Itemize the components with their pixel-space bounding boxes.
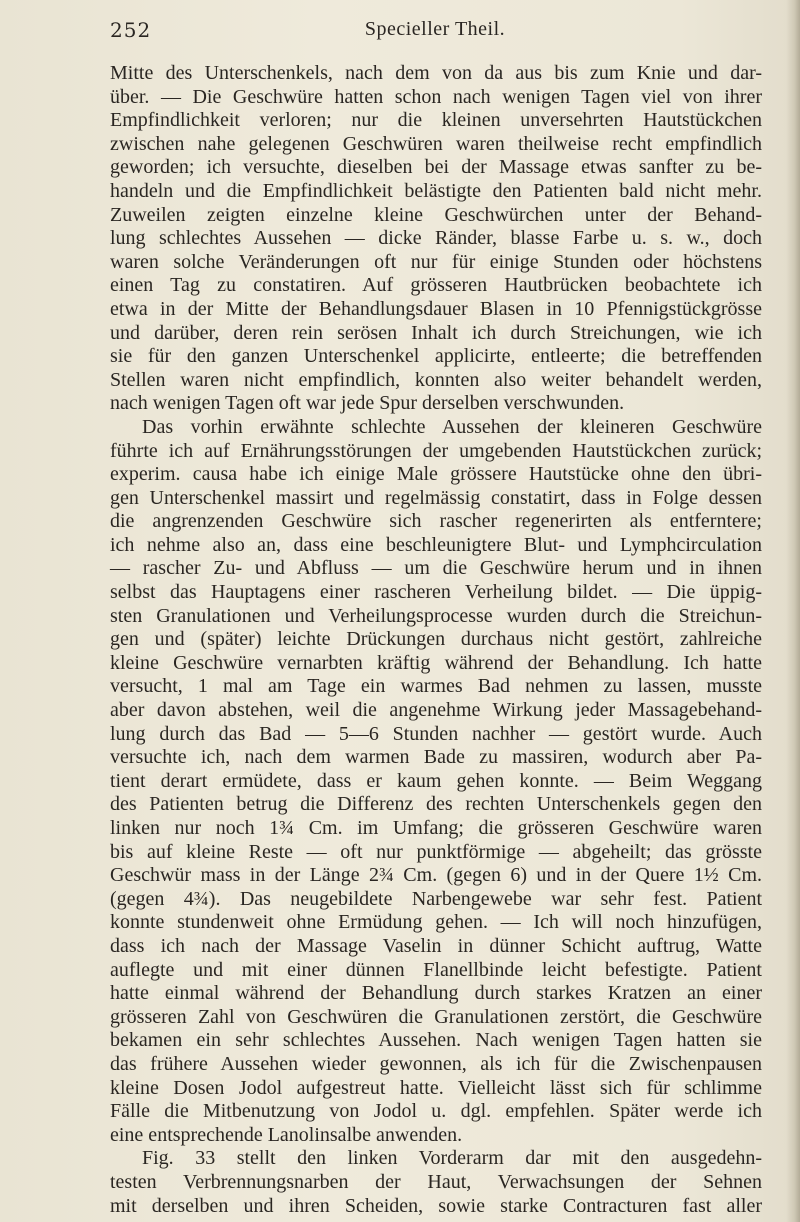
text-line: sten Granulationen und Verheilungsprocesse wurden durch die Streichun-: [110, 604, 762, 627]
text-line: hatte einmal während der Behandlung durch starkes Kratzen an einer: [110, 982, 762, 1005]
text-line: waren solche Veränderungen oft nur für einige Stunden oder höchstens: [110, 250, 762, 273]
text-line: und darüber, deren rein serösen Inhalt ich durch Streichungen, wie ich: [110, 321, 762, 344]
text-line: etwa in der Mitte der Behandlungsdauer Blasen in 10 Pfennigstückgrösse: [110, 297, 762, 320]
text-line: aber davon abstehen, weil die angenehme Wirkung jeder Massagebehand-: [110, 699, 762, 722]
text-line: ich nehme also an, dass eine beschleunigtere Blut- und Lymphcirculation: [110, 533, 762, 556]
text-line: über. — Die Geschwüre hatten schon nach wenigen Tagen viel von ihrer: [110, 85, 762, 108]
text-line: des Patienten betrug die Differenz des rechten Unterschenkels gegen den: [110, 793, 762, 816]
text-line: die angrenzenden Geschwüre sich rascher regenerirten als entferntere;: [110, 510, 762, 533]
text-line: kleine Dosen Jodol aufgestreut hatte. Vielleicht lässt sich für schlimme: [110, 1076, 762, 1099]
text-line: Stellen waren nicht empfindlich, konnten also weiter behandelt werden,: [110, 368, 762, 391]
text-line: grösseren Zahl von Geschwüren die Granulationen zerstört, die Geschwüre: [110, 1005, 762, 1028]
text-line: zwischen nahe gelegenen Geschwüren waren theilweise recht empfindlich: [110, 132, 762, 155]
text-line: konnte stundenweit ohne Ermüdung gehen. — Ich will noch hinzufügen,: [110, 911, 762, 934]
text-line: Zuweilen zeigten einzelne kleine Geschwürchen unter der Behand-: [110, 203, 762, 226]
body-text: [110, 62, 762, 1218]
text-line: eine entsprechende Lanolinsalbe anwenden.: [110, 1123, 463, 1146]
text-line: bis auf kleine Reste — oft nur punktförmige — abgeheilt; das grösste: [110, 840, 762, 863]
text-line: lung durch das Bad — 5—6 Stunden nachher — gestört wurde. Auch: [110, 722, 762, 745]
text-line: Fig. 33 stellt den linken Vorderarm dar mit den ausgedehn-: [142, 1147, 762, 1170]
text-line: Das vorhin erwähnte schlechte Aussehen der kleineren Geschwüre: [142, 415, 762, 438]
text-line: selbst das Hauptagens einer rascheren Verheilung bildet. — Die üppig-: [110, 581, 762, 604]
text-line: sie für den ganzen Unterschenkel applicirte, entleerte; die betreffenden: [110, 345, 762, 368]
text-line: führte ich auf Ernährungsstörungen der umgebenden Hautstückchen zurück;: [110, 439, 762, 462]
page-header: [110, 18, 760, 48]
text-line: Fälle die Mitbenutzung von Jodol u. dgl. empfehlen. Später werde ich: [110, 1100, 762, 1123]
text-line: geworden; ich versuchte, dieselben bei der Massage etwas sanfter zu be-: [110, 156, 762, 179]
text-line: gen Unterschenkel massirt und regelmässig constatirt, dass in Folge dessen: [110, 486, 762, 509]
text-line: mit derselben und ihren Scheiden, sowie starke Contracturen fast aller: [110, 1194, 762, 1217]
text-line: Empfindlichkeit verloren; nur die kleinen unversehrten Hautstückchen: [110, 109, 762, 132]
page-edge-shadow: [786, 0, 800, 1222]
text-line: auflegte und mit einer dünnen Flanellbinde leicht befestigte. Patient: [110, 958, 762, 981]
text-line: handeln und die Empfindlichkeit belästigte den Patienten bald nicht mehr.: [110, 179, 762, 202]
text-line: bekamen ein sehr schlechtes Aussehen. Nach wenigen Tagen hatten sie: [110, 1029, 762, 1052]
text-line: tient derart ermüdete, dass er kaum gehen konnte. — Beim Weggang: [110, 769, 762, 792]
text-line: testen Verbrennungsnarben der Haut, Verwachsungen der Sehnen: [110, 1170, 762, 1193]
text-line: Mitte des Unterschenkels, nach dem von da aus bis zum Knie und dar-: [110, 62, 762, 84]
text-line: kleine Geschwüre vernarbten kräftig während der Behandlung. Ich hatte: [110, 651, 762, 674]
text-line: lung schlechtes Aussehen — dicke Ränder, blasse Farbe u. s. w., doch: [110, 227, 762, 250]
text-line: linken nur noch 1¾ Cm. im Umfang; die grösseren Geschwüre waren: [110, 817, 762, 839]
text-line: dass ich nach der Massage Vaselin in dünner Schicht auftrug, Watte: [110, 934, 762, 957]
text-line: gen und (später) leichte Drückungen durchaus nicht gestört, zahlreiche: [110, 628, 762, 651]
text-line: (gegen 4¾). Das neugebildete Narbengewebe war sehr fest. Patient: [110, 887, 762, 910]
text-line: einen Tag zu constatiren. Auf grösseren Hautbrücken beobachtete ich: [110, 274, 762, 297]
text-line: versucht, 1 mal am Tage ein warmes Bad nehmen zu lassen, musste: [110, 675, 762, 698]
text-line: nach wenigen Tagen oft war jede Spur derselben verschwunden.: [110, 392, 625, 415]
text-line: Geschwür mass in der Länge 2¾ Cm. (gegen 6) und in der Quere 1½ Cm.: [110, 864, 762, 887]
running-head: Specieller Theil.: [364, 18, 506, 40]
text-line: das frühere Aussehen wieder gewonnen, als ich für die Zwischenpausen: [110, 1052, 762, 1075]
text-line: experim. causa habe ich einige Male grössere Hautstücke ohne den übri-: [110, 463, 762, 486]
text-line: versuchte ich, nach dem warmen Bade zu massiren, wodurch aber Pa-: [110, 746, 762, 769]
text-line: — rascher Zu- und Abfluss — um die Geschwüre herum und in ihnen: [110, 557, 762, 580]
page-number: 252: [110, 18, 152, 42]
